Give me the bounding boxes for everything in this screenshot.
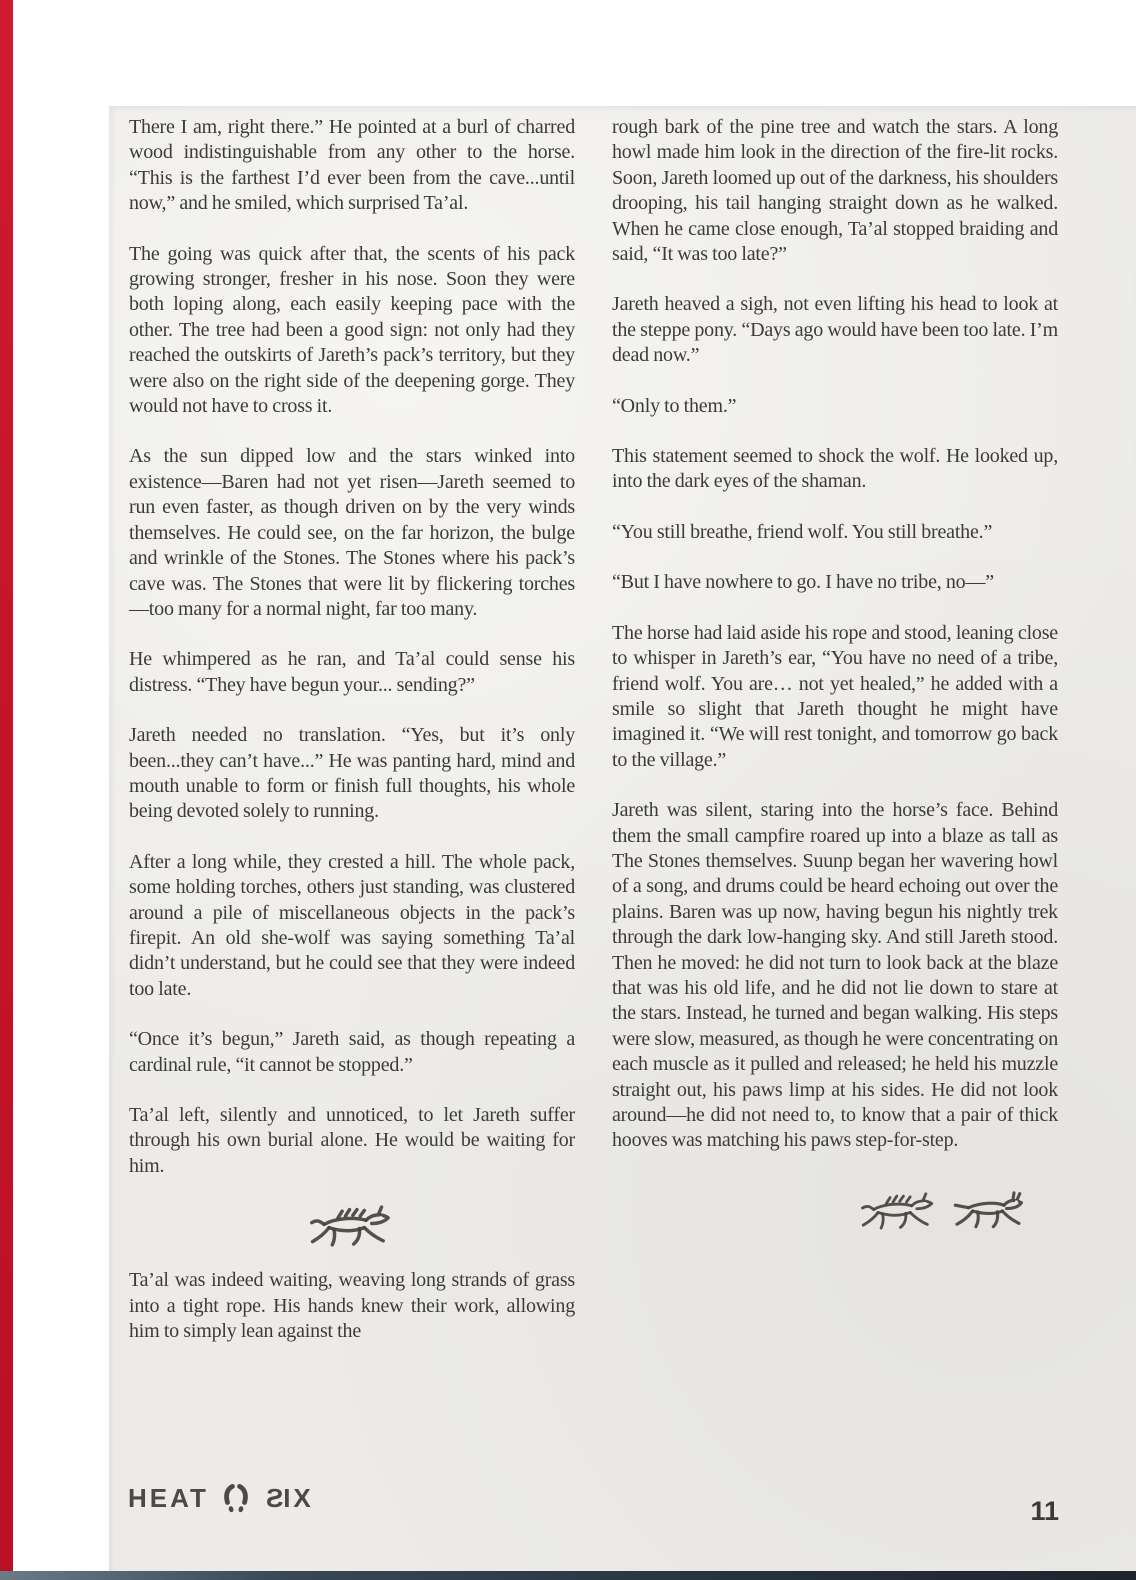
journal-brand — [128, 1481, 314, 1515]
brand-word-heat: HEAT — [128, 1482, 209, 1513]
story-paragraph: Ta’al left, silently and unnoticed, to let Jareth suffer through his own burial alone. He would be waiting for him. — [129, 1104, 575, 1177]
running-wolf-petroglyph-icon — [952, 1190, 1028, 1232]
story-paragraph: As the sun dipped low and the stars winked into existence—Baren had not yet risen—Jareth seemed to run even faster, as though driven on by the very winds themselves. He could see, on the far horizon, the bulge and wrinkle of the Stones. The Stones where his pack’s cave was. The Stones that were lit by flickering torches—too many for a normal night, far too many. — [129, 445, 575, 620]
right-column — [612, 115, 1058, 1369]
page-number: 11 — [1030, 1496, 1059, 1526]
chapter-end-figures — [612, 1190, 1058, 1232]
story-paragraph: The going was quick after that, the scents of his pack growing stronger, fresher in his nose. Soon they were both loping along, each easily keeping pace with the other. The tree had been a good sign: not only had they reached the outskirts of Jareth’s pack’s territory, but they were also on the right side of the deepening gorge. They would not have to cross it. — [129, 242, 575, 418]
story-paragraph: After a long while, they crested a hill. The whole pack, some holding torches, others just standing, was clustered around a pile of miscellaneous objects in the pack’s firepit. An old she-wolf was saying something Ta’al didn’t understand, but he could see that they were indeed too late. — [129, 850, 575, 1000]
left-column — [129, 115, 575, 1369]
story-paragraph: “But I have nowhere to go. I have no tribe, no—” — [612, 571, 994, 594]
story-paragraph: “Once it’s begun,” Jareth said, as though repeating a cardinal rule, “it cannot be stopped.” — [129, 1028, 575, 1076]
story-paragraph: “Only to them.” — [612, 394, 737, 417]
bottom-edge-bar — [0, 1571, 1136, 1580]
story-paragraph: “You still breathe, friend wolf. You still breathe.” — [612, 520, 993, 543]
story-paragraph: Jareth needed no translation. “Yes, but it’s only been...they can’t have...” He was panting hard, mind and mouth unable to form or finish full thoughts, his whole being devoted solely to running. — [129, 724, 575, 823]
story-paragraph: This statement seemed to shock the wolf. He looked up, into the dark eyes of the shaman. — [612, 445, 1058, 493]
story-paragraph: There I am, right there.” He pointed at a burl of charred wood indistinguishable from any other to the horse. “This is the farthest I’d ever been from the cave...until now,” and he smiled, which surprised Ta’al. — [129, 116, 575, 215]
story-paragraph: Jareth was silent, staring into the horse’s face. Behind them the small campfire roared up into a blaze as tall as The Stones themselves. Suunp began her wavering howl of a song, and drums could be heard echoing out over the plains. Baren was up now, having begun his nightly trek through the dark low-hanging sky. And still Jareth stood. Then he moved: he did not turn to look back at the blaze that was his old life, and he did not lie down to stare at the stars. Instead, he turned and began walking. His steps were slow, measured, as though he were concentrating on each muscle as it pulled and released; he held his muzzle straight out, his paws limp at his sides. He did not look around—he did not need to, to know that a pair of thick hooves was matching his paws step-for-step. — [612, 799, 1058, 1152]
section-break-figure — [129, 1204, 575, 1248]
story-paragraph: He whimpered as he ran, and Ta’al could sense his distress. “They have begun your... sending?” — [129, 648, 575, 696]
story-paragraph: rough bark of the pine tree and watch the stars. A long howl made him look in the direction of the fire-lit rocks. Soon, Jareth loomed up out of the darkness, his shoulders drooping, his tail hanging straight down as he walked. When he came close enough, Ta’al stopped braiding and said, “It was too late?” — [612, 116, 1058, 266]
mirrored-s-glyph: S — [262, 1482, 284, 1513]
running-horse-petroglyph-icon — [304, 1203, 400, 1249]
running-horse-petroglyph-icon — [858, 1190, 940, 1232]
red-edge-stripe — [0, 0, 13, 1580]
story-paragraph: Ta’al was indeed waiting, weaving long strands of grass into a tight rope. His hands knew their work, allowing him to simply lean against the — [129, 1269, 575, 1343]
brand-word-six-rest: IX — [283, 1482, 314, 1513]
brand-word-six — [263, 1483, 314, 1514]
story-paragraph: The horse had laid aside his rope and stood, leaning close to whisper in Jareth’s ear, “You have no need of a tribe, friend wolf. You are… not yet healed,” he added with a smile so slight that Jareth thought he might have imagined it. “We will rest tonight, and tomorrow go back to the village.” — [612, 621, 1058, 771]
story-text-columns — [129, 115, 1058, 1369]
hoofprint-icon — [220, 1481, 252, 1515]
page-paper — [109, 106, 1136, 1580]
story-paragraph: Jareth heaved a sigh, not even lifting his head to look at the steppe pony. “Days ago would have been too late. I’m dead now.” — [612, 293, 1058, 367]
